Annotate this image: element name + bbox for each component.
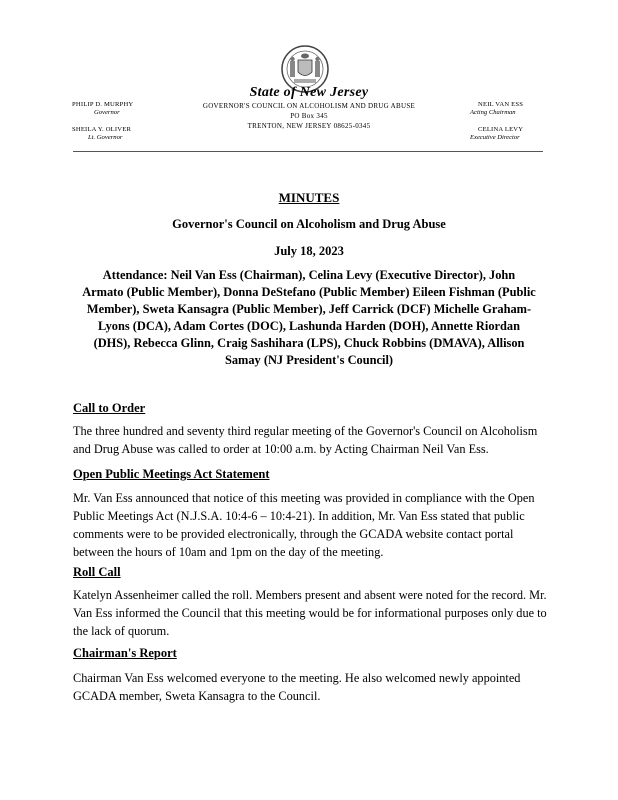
section-text-chairmans-report: Chairman Van Ess welcomed everyone to the meeting. He also welcomed newly appointed GCADA member, Sweta Kansagra to the Council.: [73, 671, 521, 703]
director-name: CELINA LEVY: [478, 126, 524, 133]
letterhead-right-officials: [470, 101, 523, 142]
chairman-name: NEIL VAN ESS: [478, 101, 524, 108]
letterhead-divider: [73, 151, 543, 152]
attendance-list: Attendance: Neil Van Ess (Chairman), Celina Levy (Executive Director), John Armato (Public Member), Donna DeStefano (Public Member) Eileen Fishman (Public Member), Sweta Kansagra (Public Member), Jeff Carrick (DCF) Michelle Graham-Lyons (DCA), Adam Cortes (DOC), Lashunda Harden (DOH), Annette Riordan (DHS), Rebecca Glinn, Craig Sashihara (LPS), Chuck Robbins (DMAVA), Allison Samay (NJ President's Council): [82, 268, 536, 367]
letterhead-city: TRENTON, NEW JERSEY 08625-0345: [247, 122, 371, 130]
state-title: State of New Jersey: [249, 85, 369, 100]
meeting-date: July 18, 2023: [274, 244, 344, 258]
section-text-call-to-order: The three hundred and seventy third regular meeting of the Governor's Council on Alcoholism and Drug Abuse was called to order at 10:00 a.m. by Acting Chairman Neil Van Ess.: [73, 424, 538, 456]
governor-title: Governor: [94, 109, 120, 116]
governor-name: PHILIP D. MURPHY: [72, 101, 134, 108]
section-text-open-public-meetings: Mr. Van Ess announced that notice of this meeting was provided in compliance with the Open Public Meetings Act (N.J.S.A. 10:4-6 – 10:4-21). In addition, Mr. Van Ess stated that public comments were to be provided electronically, through the GCADA website contact portal between the hours of 10am and 1pm on the day of the meeting.: [73, 491, 535, 559]
letterhead-left-officials: [72, 101, 133, 142]
section-heading-open-public-meetings: Open Public Meetings Act Statement: [73, 467, 270, 481]
lt-governor-title: Lt. Governor: [88, 134, 123, 141]
section-heading-chairmans-report: Chairman's Report: [73, 646, 177, 660]
document-heading: MINUTES: [278, 190, 340, 205]
section-text-roll-call: Katelyn Assenheimer called the roll. Members present and absent were noted for the record. Mr. Van Ess informed the Council that this meeting would be for informational purposes only due to the lack of quorum.: [73, 588, 547, 638]
letterhead-council: GOVERNOR'S COUNCIL ON ALCOHOLISM AND DRUG ABUSE: [202, 102, 416, 110]
letterhead-po-box: PO Box 345: [290, 112, 328, 120]
lt-governor-name: SHEILA Y. OLIVER: [72, 126, 132, 133]
section-heading-call-to-order: Call to Order: [73, 401, 146, 415]
organization-title: Governor's Council on Alcoholism and Drug Abuse: [172, 217, 446, 231]
chairman-title: Acting Chairman: [470, 109, 516, 116]
director-title: Executive Director: [470, 134, 520, 141]
section-heading-roll-call: Roll Call: [73, 565, 121, 579]
